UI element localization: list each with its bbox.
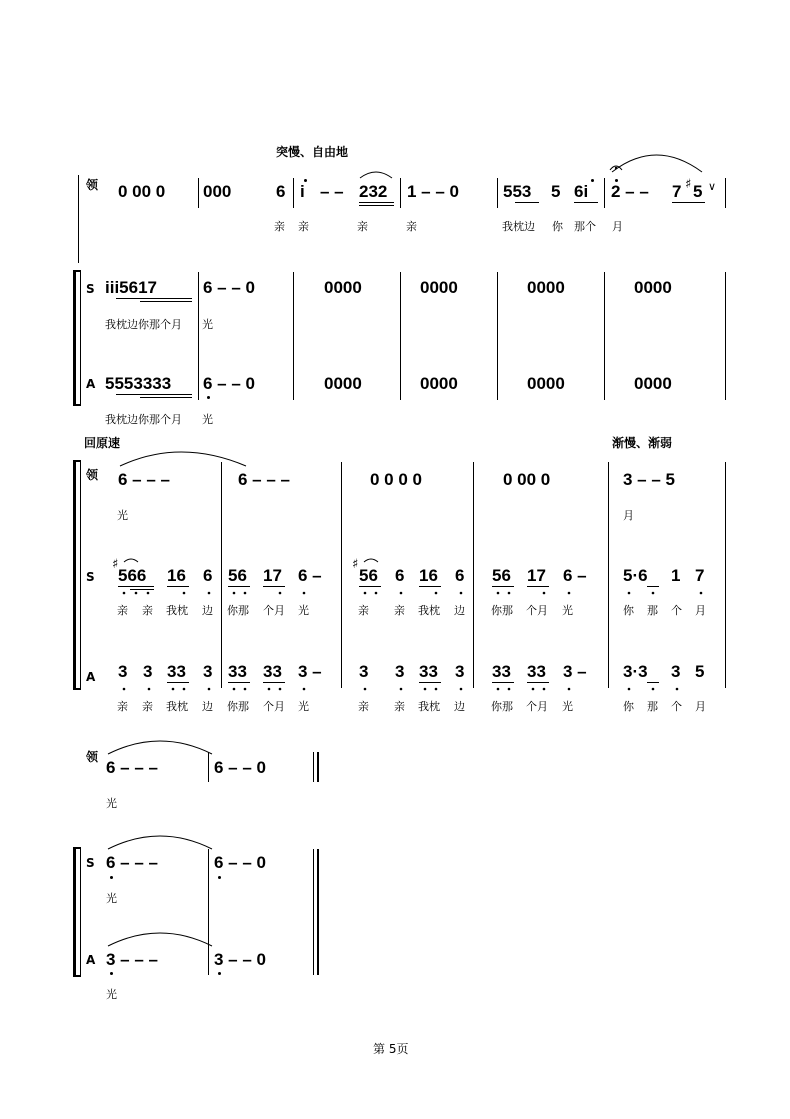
part-label-soprano: S <box>86 282 95 296</box>
lyric: 光 <box>562 604 573 617</box>
low-octave-dot <box>183 688 186 691</box>
low-octave-dot <box>375 592 378 595</box>
low-octave-dot <box>568 592 571 595</box>
s-6b: 6 <box>395 566 405 585</box>
lyric: 我枕边 <box>502 220 535 233</box>
low-octave-dot <box>364 688 367 691</box>
alto-m2: 3 – – 0 <box>214 950 266 969</box>
lyric: 光 <box>298 700 309 713</box>
s-56b: 56 <box>359 566 378 585</box>
lyric: 光 <box>298 604 309 617</box>
low-octave-dot <box>676 688 679 691</box>
breath-mark: ∨ <box>708 180 717 193</box>
s-566: 566 <box>118 566 147 585</box>
lyric: 月 <box>695 700 706 713</box>
slur <box>360 172 392 178</box>
low-octave-dot <box>148 688 151 691</box>
low-octave-dot <box>233 688 236 691</box>
s-1: 1 <box>671 566 681 585</box>
low-octave-dot <box>700 592 703 595</box>
lyric: 我枕边你那个月 <box>105 318 182 331</box>
low-octave-dot <box>244 592 247 595</box>
a-3: 3 <box>671 662 681 681</box>
low-octave-dot <box>652 688 655 691</box>
a-3: 3 <box>395 662 405 681</box>
low-octave-dot <box>147 592 150 595</box>
s-17b: 17 <box>527 566 546 585</box>
low-octave-dot <box>172 688 175 691</box>
a-5: 5 <box>695 662 705 681</box>
lyric: 光 <box>562 700 573 713</box>
a-33: 33 <box>263 662 282 681</box>
a-3: 3 <box>118 662 128 681</box>
soprano-m5: 0000 <box>527 278 565 297</box>
s-6-dash-b: 6 – <box>563 566 587 585</box>
a-33: 33 <box>167 662 186 681</box>
part-label-lead: 领 <box>86 750 99 764</box>
low-octave-dot <box>497 688 500 691</box>
s-5-6: 5·6 <box>623 566 648 585</box>
lyric: 那 <box>647 700 658 713</box>
slur <box>124 559 138 562</box>
lyric: 个 <box>671 604 682 617</box>
lyric: 光 <box>106 797 117 810</box>
tempo-marking-gradual-slow-soft: 渐慢、渐弱 <box>612 436 673 450</box>
soprano-m3: 0000 <box>324 278 362 297</box>
lyric: 亲 <box>117 604 128 617</box>
low-octave-dot <box>135 592 138 595</box>
lead-m4: 0 00 0 <box>503 470 551 489</box>
lead-m5: 3 – – 5 <box>623 470 675 489</box>
lyric: 个月 <box>526 604 548 617</box>
lyric: 月 <box>695 604 706 617</box>
low-octave-dot <box>268 688 271 691</box>
lyric: 边 <box>202 604 213 617</box>
a-33: 33 <box>228 662 247 681</box>
a-3-dash: 3 – <box>563 662 587 681</box>
lyric: 亲 <box>274 220 285 233</box>
lyric: 亲 <box>394 700 405 713</box>
a-33: 33 <box>492 662 511 681</box>
low-octave-dot <box>424 688 427 691</box>
low-octave-dot <box>183 592 186 595</box>
lyric: 我枕 <box>418 604 440 617</box>
slur <box>120 452 246 466</box>
a-3-3: 3·3 <box>623 662 648 681</box>
low-octave-dot <box>508 688 511 691</box>
s-17: 17 <box>263 566 282 585</box>
a-3: 3 <box>203 662 213 681</box>
low-octave-dot <box>628 688 631 691</box>
lyric: 个 <box>671 700 682 713</box>
low-octave-dot <box>460 592 463 595</box>
part-label-alto: A <box>86 670 96 684</box>
sharp-sign: ♯ <box>685 177 692 192</box>
lyric: 月 <box>623 509 634 522</box>
s-56c: 56 <box>492 566 511 585</box>
low-octave-dot <box>435 592 438 595</box>
lead-measure-4: 1 – – 0 <box>407 182 459 201</box>
lyric: 你那 <box>491 604 513 617</box>
lyric: 那个 <box>574 220 596 233</box>
soprano-m1: 6 – – – <box>106 853 158 872</box>
lyric: 个月 <box>263 700 285 713</box>
low-octave-dot <box>568 688 571 691</box>
low-octave-dot <box>532 688 535 691</box>
lyric: 亲 <box>358 700 369 713</box>
low-octave-dot <box>400 688 403 691</box>
s-16b: 16 <box>419 566 438 585</box>
lyric: 边 <box>454 700 465 713</box>
low-octave-dot <box>233 592 236 595</box>
low-octave-dot <box>208 688 211 691</box>
lead-7: 7 <box>672 182 682 201</box>
lyric: 亲 <box>394 604 405 617</box>
lead-6i: 6i <box>574 182 589 201</box>
lyric: 亲 <box>358 604 369 617</box>
lyric: 我枕边你那个月 <box>105 413 182 426</box>
part-label-lead: 领 <box>86 468 99 482</box>
slur <box>364 559 378 562</box>
lead-m1-notes: 0 00 0 <box>118 182 166 201</box>
alto-m3: 0000 <box>324 374 362 393</box>
s-7: 7 <box>695 566 705 585</box>
lead-note-high-1: i <box>300 182 305 201</box>
lead-note-6: 6 <box>276 182 286 201</box>
sharp-sign: ♯ <box>112 557 119 572</box>
lyric: 我枕 <box>166 700 188 713</box>
low-octave-dot <box>543 688 546 691</box>
s-56: 56 <box>228 566 247 585</box>
low-octave-dot <box>400 592 403 595</box>
soprano-m2: 6 – – 0 <box>214 853 266 872</box>
lyric: 亲 <box>406 220 417 233</box>
lyric: 亲 <box>357 220 368 233</box>
s-6-dash: 6 – <box>298 566 322 585</box>
lyric: 个月 <box>526 700 548 713</box>
low-octave-dot <box>244 688 247 691</box>
low-octave-dot <box>123 688 126 691</box>
soprano-m2: 6 – – 0 <box>203 278 255 297</box>
lyric: 你 <box>623 604 634 617</box>
lyric: 你 <box>552 220 563 233</box>
s-6: 6 <box>203 566 213 585</box>
alto-m1: 3 – – – <box>106 950 158 969</box>
lyric: 光 <box>202 318 213 331</box>
lyric: 亲 <box>142 700 153 713</box>
lead-m1: 6 – – – <box>106 758 158 777</box>
tempo-marking-sudden-slow: 突慢、自由地 <box>276 145 349 159</box>
alto-m1: 5553333 <box>105 374 172 393</box>
part-label-lead: 领 <box>86 178 99 192</box>
lyric: 亲 <box>117 700 128 713</box>
lyric: 光 <box>117 509 128 522</box>
alto-m6: 0000 <box>634 374 672 393</box>
lyric: 你那 <box>491 700 513 713</box>
lyric: 个月 <box>263 604 285 617</box>
fermata-dot <box>615 167 617 169</box>
page-number: 第 5页 <box>373 1042 409 1056</box>
low-octave-dot <box>508 592 511 595</box>
lead-m1: 6 – – – <box>118 470 170 489</box>
slur <box>108 933 212 946</box>
lyric: 月 <box>612 220 623 233</box>
lyric: 你那 <box>227 700 249 713</box>
low-octave-dot <box>303 688 306 691</box>
lead-232: 232 <box>359 182 388 201</box>
soprano-m1: iii5617 <box>105 278 157 297</box>
lyric: 你 <box>623 700 634 713</box>
low-octave-dot <box>208 592 211 595</box>
low-octave-dot <box>628 592 631 595</box>
low-octave-dot <box>652 592 655 595</box>
soprano-m4: 0000 <box>420 278 458 297</box>
part-label-soprano: S <box>86 856 95 870</box>
lyric: 我枕 <box>418 700 440 713</box>
a-3-dash: 3 – <box>298 662 322 681</box>
lyric: 光 <box>106 892 117 905</box>
s-6c: 6 <box>455 566 465 585</box>
low-octave-dot <box>460 688 463 691</box>
a-33: 33 <box>527 662 546 681</box>
low-octave-dot <box>435 688 438 691</box>
part-label-alto: A <box>86 377 96 391</box>
slur <box>108 741 212 754</box>
low-octave-dot <box>279 592 282 595</box>
lyric: 边 <box>202 700 213 713</box>
a-3: 3 <box>455 662 465 681</box>
lyric: 你那 <box>227 604 249 617</box>
lead-m3: 0 0 0 0 <box>370 470 422 489</box>
s-16: 16 <box>167 566 186 585</box>
lead-dashes: – – <box>320 182 344 201</box>
a-3: 3 <box>359 662 369 681</box>
low-octave-dot <box>123 592 126 595</box>
tempo-marking-original-tempo: 回原速 <box>84 436 121 450</box>
low-octave-dot <box>364 592 367 595</box>
low-octave-dot <box>543 592 546 595</box>
part-label-soprano: S <box>86 570 95 584</box>
lyric: 亲 <box>298 220 309 233</box>
low-octave-dot <box>303 592 306 595</box>
alto-m2: 6 – – 0 <box>203 374 255 393</box>
sharp-sign: ♯ <box>352 557 359 572</box>
a-3: 3 <box>143 662 153 681</box>
part-label-alto: A <box>86 953 96 967</box>
low-octave-dot <box>497 592 500 595</box>
lead-5: 5 <box>551 182 561 201</box>
lead-m2: 6 – – 0 <box>214 758 266 777</box>
lead-553: 553 <box>503 182 532 201</box>
low-octave-dot <box>279 688 282 691</box>
soprano-m6: 0000 <box>634 278 672 297</box>
a-33: 33 <box>419 662 438 681</box>
lead-m2-notes: 000 <box>203 182 232 201</box>
lyric: 光 <box>202 413 213 426</box>
slur <box>612 155 702 172</box>
lead-m2: 6 – – – <box>238 470 290 489</box>
lyric: 我枕 <box>166 604 188 617</box>
lead-sharp-5: 5 <box>693 182 703 201</box>
lead-2-fermata: 2 – – <box>611 182 649 201</box>
slur <box>108 836 212 849</box>
alto-m4: 0000 <box>420 374 458 393</box>
lyric: 边 <box>454 604 465 617</box>
lyric: 光 <box>106 988 117 1001</box>
alto-m5: 0000 <box>527 374 565 393</box>
lyric: 亲 <box>142 604 153 617</box>
lyric: 那 <box>647 604 658 617</box>
